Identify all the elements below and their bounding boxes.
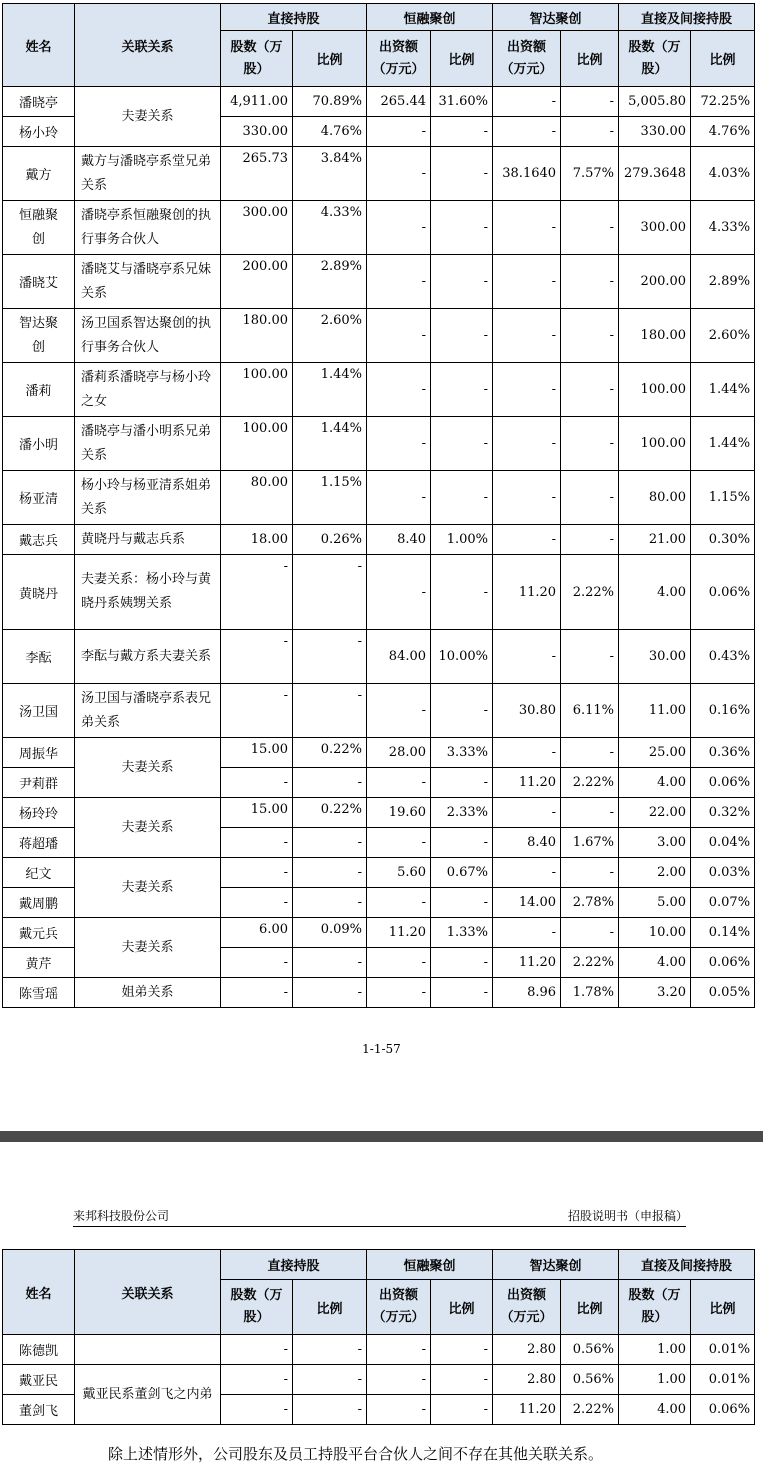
cell-z-r: - — [561, 525, 619, 555]
cell-h-c: 28.00 — [367, 738, 431, 768]
cell-z-r: - — [561, 738, 619, 768]
cell-d-r: - — [293, 828, 367, 858]
table-row — [3, 858, 755, 888]
company-name: 来邦科技股份公司 — [73, 1209, 170, 1223]
cell-relation: 潘晓亭系恒融聚创的执行事务合伙人 — [75, 201, 221, 255]
cell-z-r: 0.56% — [561, 1335, 619, 1365]
cell-d-r: - — [293, 1335, 367, 1365]
cell-relation: 戴亚民系董剑飞之内弟 — [75, 1365, 221, 1425]
cell-h-r: - — [431, 684, 493, 738]
subheader-capital: 出资额（万元） — [493, 31, 561, 87]
cell-d-r: - — [293, 978, 367, 1008]
cell-h-r: - — [431, 363, 493, 417]
cell-d-sh: - — [221, 888, 293, 918]
cell-z-c: 38.1640 — [493, 147, 561, 201]
cell-d-r: 0.09% — [293, 918, 367, 948]
subheader-ratio: 比例 — [293, 31, 367, 87]
col-header-relation: 关联关系 — [75, 4, 221, 87]
cell-d-r: - — [293, 1395, 367, 1425]
cell-z-c: - — [493, 87, 561, 117]
cell-h-c: - — [367, 117, 431, 147]
cell-d-r: 0.22% — [293, 798, 367, 828]
cell-h-r: - — [431, 555, 493, 630]
cell-d-r: 1.44% — [293, 363, 367, 417]
cell-d-r: 4.76% — [293, 117, 367, 147]
cell-relation: 戴方与潘晓亭系堂兄弟关系 — [75, 147, 221, 201]
cell-t-sh: 5.00 — [619, 888, 691, 918]
cell-h-c: - — [367, 1365, 431, 1395]
cell-d-sh: - — [221, 828, 293, 858]
cell-d-r: - — [293, 768, 367, 798]
cell-z-r: 1.78% — [561, 978, 619, 1008]
cell-h-c: - — [367, 147, 431, 201]
cell-t-sh: 4.00 — [619, 1395, 691, 1425]
cell-z-r: - — [561, 798, 619, 828]
cell-z-r: - — [561, 417, 619, 471]
cell-z-c: 14.00 — [493, 888, 561, 918]
table-row — [3, 471, 755, 525]
cell-t-sh: 330.00 — [619, 117, 691, 147]
cell-z-r: - — [561, 87, 619, 117]
cell-h-c: - — [367, 201, 431, 255]
cell-relation: 潘晓艾与潘晓亭系兄妹关系 — [75, 255, 221, 309]
cell-h-c: 84.00 — [367, 630, 431, 684]
cell-h-r: - — [431, 471, 493, 525]
cell-t-sh: 180.00 — [619, 309, 691, 363]
cell-d-sh: - — [221, 1335, 293, 1365]
col-header-zhida: 智达聚创 — [493, 1250, 619, 1280]
cell-name: 戴方 — [3, 147, 75, 201]
cell-t-sh: 300.00 — [619, 201, 691, 255]
cell-h-r: 1.00% — [431, 525, 493, 555]
cell-t-r: 0.43% — [691, 630, 755, 684]
cell-d-sh: 200.00 — [221, 255, 293, 309]
cell-t-r: 1.44% — [691, 363, 755, 417]
cell-z-r: - — [561, 363, 619, 417]
cell-z-r: 2.22% — [561, 555, 619, 630]
table-row — [3, 555, 755, 630]
cell-d-sh: 180.00 — [221, 309, 293, 363]
table-row — [3, 684, 755, 738]
cell-z-c: - — [493, 363, 561, 417]
cell-z-r: 2.78% — [561, 888, 619, 918]
subheader-capital: 出资额（万元） — [493, 1280, 561, 1335]
table-row — [3, 363, 755, 417]
cell-h-r: - — [431, 1335, 493, 1365]
table-row — [3, 918, 755, 948]
cell-t-sh: 1.00 — [619, 1335, 691, 1365]
cell-h-c: - — [367, 948, 431, 978]
cell-z-c: 30.80 — [493, 684, 561, 738]
subheader-capital: 出资额（万元） — [367, 31, 431, 87]
cell-relation: 夫妻关系 — [75, 918, 221, 978]
cell-z-c: - — [493, 918, 561, 948]
col-header-hengrong: 恒融聚创 — [367, 4, 493, 31]
footnote: 除上述情形外，公司股东及员工持股平台合伙人之间不存在其他关联关系。 — [108, 1445, 604, 1463]
cell-t-sh: 1.00 — [619, 1365, 691, 1395]
cell-name: 汤卫国 — [3, 684, 75, 738]
cell-t-r: 4.33% — [691, 201, 755, 255]
cell-d-sh: - — [221, 768, 293, 798]
cell-h-r: 0.67% — [431, 858, 493, 888]
cell-t-sh: 5,005.80 — [619, 87, 691, 117]
cell-t-r: 0.30% — [691, 525, 755, 555]
cell-t-r: 0.16% — [691, 684, 755, 738]
table-row — [3, 87, 755, 117]
cell-d-r: 0.26% — [293, 525, 367, 555]
cell-name: 董剑飞 — [3, 1395, 75, 1425]
cell-d-sh: 330.00 — [221, 117, 293, 147]
cell-t-sh: 100.00 — [619, 363, 691, 417]
table-row — [3, 309, 755, 363]
cell-h-c: - — [367, 978, 431, 1008]
cell-h-c: 19.60 — [367, 798, 431, 828]
cell-name: 潘小明 — [3, 417, 75, 471]
cell-t-sh: 11.00 — [619, 684, 691, 738]
cell-d-r: - — [293, 888, 367, 918]
cell-t-sh: 4.00 — [619, 948, 691, 978]
cell-t-r: 0.06% — [691, 555, 755, 630]
cell-name: 潘晓亭 — [3, 87, 75, 117]
cell-h-c: - — [367, 684, 431, 738]
cell-h-r: 31.60% — [431, 87, 493, 117]
cell-h-r: 1.33% — [431, 918, 493, 948]
cell-z-c: - — [493, 117, 561, 147]
cell-t-sh: 279.3648 — [619, 147, 691, 201]
cell-h-r: - — [431, 948, 493, 978]
cell-h-c: 5.60 — [367, 858, 431, 888]
cell-t-sh: 80.00 — [619, 471, 691, 525]
cell-t-r: 4.76% — [691, 117, 755, 147]
table-row — [3, 978, 755, 1008]
cell-d-sh: - — [221, 858, 293, 888]
cell-name: 杨玲玲 — [3, 798, 75, 828]
cell-z-r: - — [561, 918, 619, 948]
cell-d-sh: 100.00 — [221, 417, 293, 471]
shareholding-table — [2, 3, 755, 1008]
table-row — [3, 201, 755, 255]
table-row — [3, 738, 755, 768]
cell-h-c: 11.20 — [367, 918, 431, 948]
col-header-total: 直接及间接持股 — [619, 1250, 755, 1280]
cell-z-c: - — [493, 858, 561, 888]
subheader-capital: 出资额（万元） — [367, 1280, 431, 1335]
cell-name: 智达聚创 — [3, 309, 75, 363]
cell-h-c: - — [367, 555, 431, 630]
cell-z-r: 0.56% — [561, 1365, 619, 1395]
cell-name: 戴亚民 — [3, 1365, 75, 1395]
col-header-direct: 直接持股 — [221, 4, 367, 31]
shareholding-table-continued — [2, 1249, 755, 1425]
cell-h-c: - — [367, 471, 431, 525]
cell-d-sh: 6.00 — [221, 918, 293, 948]
cell-name: 杨亚清 — [3, 471, 75, 525]
cell-name: 李酝 — [3, 630, 75, 684]
subheader-ratio: 比例 — [691, 1280, 755, 1335]
cell-z-c: - — [493, 525, 561, 555]
page-number: 1-1-57 — [362, 1042, 401, 1056]
cell-name: 蒋超璠 — [3, 828, 75, 858]
cell-h-r: - — [431, 147, 493, 201]
cell-h-c: - — [367, 1395, 431, 1425]
cell-z-c: - — [493, 417, 561, 471]
cell-h-r: 10.00% — [431, 630, 493, 684]
cell-t-r: 0.06% — [691, 768, 755, 798]
cell-h-c: - — [367, 888, 431, 918]
cell-z-r: 6.11% — [561, 684, 619, 738]
cell-z-c: 11.20 — [493, 1395, 561, 1425]
cell-z-c: 11.20 — [493, 555, 561, 630]
cell-t-sh: 25.00 — [619, 738, 691, 768]
cell-name: 陈雪瑶 — [3, 978, 75, 1008]
cell-t-r: 1.44% — [691, 417, 755, 471]
col-header-total: 直接及间接持股 — [619, 4, 755, 31]
cell-z-r: - — [561, 117, 619, 147]
cell-d-sh: 300.00 — [221, 201, 293, 255]
col-header-name: 姓名 — [3, 1250, 75, 1335]
cell-z-c: - — [493, 309, 561, 363]
cell-relation: 夫妻关系 — [75, 798, 221, 858]
cell-name: 杨小玲 — [3, 117, 75, 147]
cell-relation: 李酝与戴方系夫妻关系 — [75, 630, 221, 684]
cell-d-sh: - — [221, 684, 293, 738]
cell-d-sh: 265.73 — [221, 147, 293, 201]
cell-z-c: 8.40 — [493, 828, 561, 858]
cell-t-r: 72.25% — [691, 87, 755, 117]
cell-h-r: - — [431, 417, 493, 471]
cell-h-r: - — [431, 255, 493, 309]
cell-z-r: - — [561, 255, 619, 309]
cell-h-c: - — [367, 417, 431, 471]
cell-name: 周振华 — [3, 738, 75, 768]
cell-t-r: 0.04% — [691, 828, 755, 858]
cell-d-sh: 18.00 — [221, 525, 293, 555]
cell-name: 戴元兵 — [3, 918, 75, 948]
cell-d-r: 2.89% — [293, 255, 367, 309]
col-header-hengrong: 恒融聚创 — [367, 1250, 493, 1280]
cell-t-sh: 4.00 — [619, 555, 691, 630]
cell-d-sh: - — [221, 1395, 293, 1425]
cell-t-sh: 100.00 — [619, 417, 691, 471]
cell-h-c: 265.44 — [367, 87, 431, 117]
subheader-ratio: 比例 — [431, 1280, 493, 1335]
cell-t-r: 0.03% — [691, 858, 755, 888]
cell-z-r: 7.57% — [561, 147, 619, 201]
cell-d-sh: - — [221, 555, 293, 630]
cell-d-sh: 15.00 — [221, 738, 293, 768]
cell-t-r: 4.03% — [691, 147, 755, 201]
subheader-ratio: 比例 — [293, 1280, 367, 1335]
cell-h-r: - — [431, 768, 493, 798]
cell-z-c: 2.80 — [493, 1365, 561, 1395]
cell-relation: 夫妻关系 — [75, 738, 221, 798]
cell-t-sh: 10.00 — [619, 918, 691, 948]
cell-name: 陈德凯 — [3, 1335, 75, 1365]
cell-h-c: - — [367, 768, 431, 798]
cell-t-r: 0.05% — [691, 978, 755, 1008]
cell-d-r: - — [293, 858, 367, 888]
cell-relation: 夫妻关系 — [75, 87, 221, 147]
cell-t-sh: 3.20 — [619, 978, 691, 1008]
table-row — [3, 525, 755, 555]
cell-d-r: - — [293, 630, 367, 684]
table-row — [3, 1335, 755, 1365]
cell-z-c: 8.96 — [493, 978, 561, 1008]
col-header-relation: 关联关系 — [75, 1250, 221, 1335]
cell-z-c: - — [493, 471, 561, 525]
cell-h-r: - — [431, 828, 493, 858]
cell-name: 恒融聚创 — [3, 201, 75, 255]
cell-z-r: 1.67% — [561, 828, 619, 858]
cell-t-r: 0.07% — [691, 888, 755, 918]
cell-relation: 杨小玲与杨亚清系姐弟关系 — [75, 471, 221, 525]
cell-relation: 汤卫国与潘晓亭系表兄弟关系 — [75, 684, 221, 738]
cell-h-c: - — [367, 309, 431, 363]
cell-relation: 潘晓亭与潘小明系兄弟关系 — [75, 417, 221, 471]
cell-z-r: 2.22% — [561, 948, 619, 978]
page-separator — [0, 1131, 763, 1142]
subheader-shares: 股数（万股） — [221, 31, 293, 87]
cell-t-sh: 200.00 — [619, 255, 691, 309]
subheader-ratio: 比例 — [691, 31, 755, 87]
cell-t-sh: 22.00 — [619, 798, 691, 828]
cell-h-r: - — [431, 888, 493, 918]
cell-relation — [75, 1335, 221, 1365]
cell-d-r: - — [293, 684, 367, 738]
table-row — [3, 630, 755, 684]
cell-t-r: 0.01% — [691, 1365, 755, 1395]
cell-d-r: 2.60% — [293, 309, 367, 363]
cell-t-sh: 30.00 — [619, 630, 691, 684]
cell-z-r: 2.22% — [561, 1395, 619, 1425]
cell-t-sh: 3.00 — [619, 828, 691, 858]
cell-h-c: - — [367, 1335, 431, 1365]
cell-t-r: 0.36% — [691, 738, 755, 768]
cell-t-r: 1.15% — [691, 471, 755, 525]
cell-z-c: - — [493, 201, 561, 255]
subheader-shares: 股数（万股） — [221, 1280, 293, 1335]
cell-d-sh: - — [221, 978, 293, 1008]
cell-d-r: 4.33% — [293, 201, 367, 255]
cell-d-sh: - — [221, 1365, 293, 1395]
cell-name: 戴志兵 — [3, 525, 75, 555]
cell-h-r: 2.33% — [431, 798, 493, 828]
cell-d-r: 0.22% — [293, 738, 367, 768]
table-row — [3, 1365, 755, 1395]
table-row — [3, 417, 755, 471]
document-type: 招股说明书（申报稿） — [567, 1209, 688, 1223]
cell-t-r: 0.14% — [691, 918, 755, 948]
cell-name: 戴周鹏 — [3, 888, 75, 918]
table-row — [3, 798, 755, 828]
cell-h-r: - — [431, 117, 493, 147]
cell-h-c: - — [367, 363, 431, 417]
cell-d-r: 1.44% — [293, 417, 367, 471]
subheader-ratio: 比例 — [561, 31, 619, 87]
cell-z-c: - — [493, 798, 561, 828]
cell-t-r: 0.01% — [691, 1335, 755, 1365]
cell-h-r: - — [431, 1365, 493, 1395]
cell-d-sh: - — [221, 630, 293, 684]
cell-t-r: 2.89% — [691, 255, 755, 309]
col-header-direct: 直接持股 — [221, 1250, 367, 1280]
cell-z-r: - — [561, 309, 619, 363]
cell-z-c: - — [493, 630, 561, 684]
cell-h-c: - — [367, 255, 431, 309]
cell-name: 纪文 — [3, 858, 75, 888]
cell-h-r: - — [431, 201, 493, 255]
cell-d-r: - — [293, 555, 367, 630]
cell-d-r: 70.89% — [293, 87, 367, 117]
subheader-shares: 股数（万股） — [619, 31, 691, 87]
cell-h-c: 8.40 — [367, 525, 431, 555]
cell-relation: 潘莉系潘晓亭与杨小玲之女 — [75, 363, 221, 417]
cell-z-r: - — [561, 201, 619, 255]
cell-t-r: 2.60% — [691, 309, 755, 363]
cell-z-c: - — [493, 255, 561, 309]
cell-relation: 夫妻关系 — [75, 858, 221, 918]
cell-d-sh: 4,911.00 — [221, 87, 293, 117]
cell-d-sh: 15.00 — [221, 798, 293, 828]
subheader-shares: 股数（万股） — [619, 1280, 691, 1335]
cell-h-r: 3.33% — [431, 738, 493, 768]
cell-d-r: 3.84% — [293, 147, 367, 201]
cell-h-r: - — [431, 309, 493, 363]
col-header-zhida: 智达聚创 — [493, 4, 619, 31]
cell-z-c: 11.20 — [493, 768, 561, 798]
cell-relation: 汤卫国系智达聚创的执行事务合伙人 — [75, 309, 221, 363]
cell-h-r: - — [431, 1395, 493, 1425]
cell-d-r: 1.15% — [293, 471, 367, 525]
col-header-name: 姓名 — [3, 4, 75, 87]
cell-name: 黄晓丹 — [3, 555, 75, 630]
cell-z-c: 11.20 — [493, 948, 561, 978]
cell-t-sh: 4.00 — [619, 768, 691, 798]
cell-name: 黄芹 — [3, 948, 75, 978]
header-rule — [73, 1226, 686, 1227]
cell-name: 尹莉群 — [3, 768, 75, 798]
cell-t-r: 0.06% — [691, 948, 755, 978]
cell-h-r: - — [431, 978, 493, 1008]
table-row — [3, 147, 755, 201]
cell-relation: 姐弟关系 — [75, 978, 221, 1008]
cell-t-sh: 2.00 — [619, 858, 691, 888]
cell-relation: 夫妻关系：杨小玲与黄晓丹系姨甥关系 — [75, 555, 221, 630]
cell-z-r: 2.22% — [561, 768, 619, 798]
cell-t-r: 0.06% — [691, 1395, 755, 1425]
cell-name: 潘莉 — [3, 363, 75, 417]
cell-z-r: - — [561, 471, 619, 525]
cell-relation: 黄晓丹与戴志兵系 — [75, 525, 221, 555]
cell-t-sh: 21.00 — [619, 525, 691, 555]
cell-d-sh: - — [221, 948, 293, 978]
cell-d-sh: 100.00 — [221, 363, 293, 417]
cell-h-c: - — [367, 828, 431, 858]
table-row — [3, 255, 755, 309]
subheader-ratio: 比例 — [561, 1280, 619, 1335]
cell-d-r: - — [293, 1365, 367, 1395]
cell-t-r: 0.32% — [691, 798, 755, 828]
cell-z-c: 2.80 — [493, 1335, 561, 1365]
cell-z-r: - — [561, 630, 619, 684]
subheader-ratio: 比例 — [431, 31, 493, 87]
cell-d-r: - — [293, 948, 367, 978]
cell-z-r: - — [561, 858, 619, 888]
cell-d-sh: 80.00 — [221, 471, 293, 525]
cell-name: 潘晓艾 — [3, 255, 75, 309]
cell-z-c: - — [493, 738, 561, 768]
